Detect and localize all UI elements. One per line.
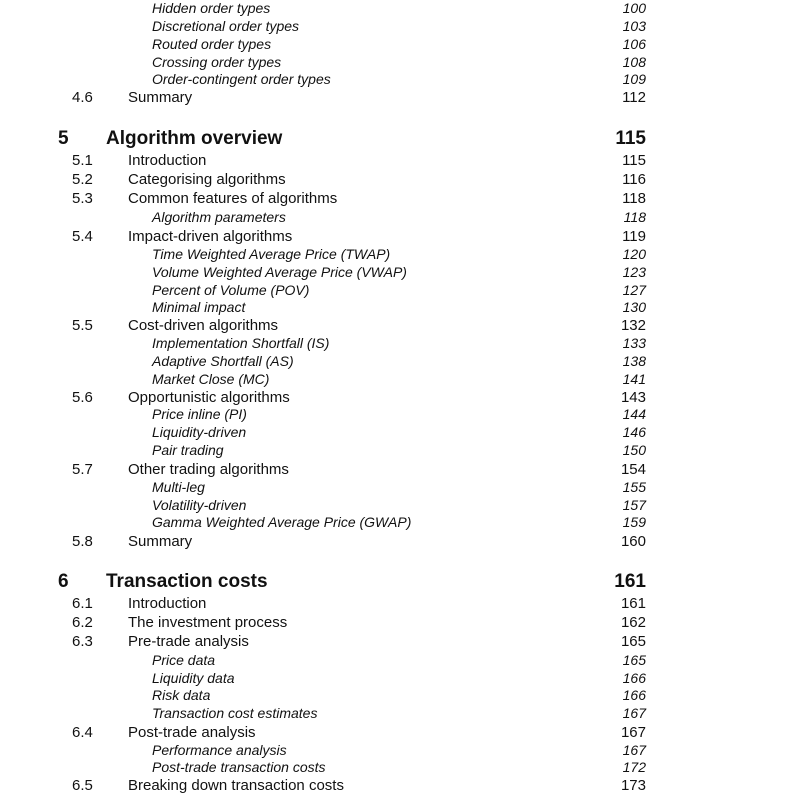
toc-entry-page-number: 132	[620, 317, 646, 334]
toc-entry-title: Routed order types	[152, 36, 272, 52]
toc-entry-title: Transaction cost estimates	[152, 705, 318, 721]
toc-entry-title: Discretional order types	[152, 18, 300, 34]
toc-entry-page-number: 112	[622, 89, 646, 106]
toc-entry-title: Liquidity data	[152, 670, 235, 686]
toc-entry-page-number: 157	[622, 497, 646, 513]
toc-entry-number: 6.3	[72, 633, 93, 650]
toc-entry-page-number: 119	[622, 228, 646, 245]
toc-entry-title: Order-contingent order types	[152, 71, 331, 87]
toc-entry-page-number: 155	[622, 479, 646, 495]
toc-entry-page-number: 138	[622, 353, 646, 369]
toc-entry-title: Liquidity-driven	[152, 424, 247, 440]
toc-entry-page-number: 161	[614, 571, 646, 592]
toc-entry-number: 4.6	[72, 89, 93, 106]
toc-entry-number: 5.4	[72, 228, 93, 245]
toc-entry-title: Categorising algorithms	[128, 171, 286, 188]
toc-entry-page-number: 120	[622, 246, 646, 262]
toc-entry-title: Algorithm parameters	[152, 209, 286, 225]
toc-entry-page-number: 115	[615, 128, 646, 149]
toc-entry-title: Crossing order types	[152, 54, 282, 70]
toc-entry-number: 5	[58, 128, 69, 149]
toc-entry-title: Hidden order types	[152, 0, 271, 16]
toc-entry-number: 5.2	[72, 171, 93, 188]
toc-entry-page-number: 173	[620, 777, 646, 794]
toc-entry-title: Multi-leg	[152, 479, 205, 495]
toc-entry-page-number: 100	[622, 0, 646, 16]
toc-entry-page-number: 115	[622, 152, 646, 169]
toc-entry-number: 5.7	[72, 461, 93, 478]
toc-entry-title: Minimal impact	[152, 299, 246, 315]
toc-entry-page-number: 108	[622, 54, 646, 70]
toc-entry-title: Gamma Weighted Average Price (GWAP)	[152, 514, 412, 530]
toc-entry-page-number: 133	[622, 335, 646, 351]
toc-entry-title: Price data	[152, 652, 216, 668]
toc-entry-number: 5.5	[72, 317, 93, 334]
toc-entry-page-number: 143	[620, 389, 646, 406]
toc-entry-title: Algorithm overview	[106, 128, 283, 149]
toc-entry-title: Introduction	[128, 595, 207, 612]
toc-entry-page-number: 118	[623, 209, 646, 225]
toc-entry-title: Implementation Shortfall (IS)	[152, 335, 330, 351]
toc-entry-title: Volatility-driven	[152, 497, 247, 513]
toc-entry-title: Price inline (PI)	[152, 406, 247, 422]
toc-entry-number: 6	[58, 571, 69, 592]
toc-entry-page-number: 103	[622, 18, 646, 34]
toc-entry-page-number: 154	[620, 461, 646, 478]
toc-entry-title: Breaking down transaction costs	[128, 777, 344, 794]
toc-entry-page-number: 159	[622, 514, 646, 530]
toc-entry-title: Introduction	[128, 152, 207, 169]
toc-entry-title: Time Weighted Average Price (TWAP)	[152, 246, 391, 262]
toc-entry-number: 5.8	[72, 533, 93, 550]
toc-entry-page-number: 127	[622, 282, 646, 298]
toc-entry-title: Summary	[128, 89, 193, 106]
toc-entry-title: Summary	[128, 533, 193, 550]
toc-entry-title: Impact-driven algorithms	[128, 228, 293, 245]
toc-entry-page-number: 162	[620, 614, 646, 631]
toc-entry-title: Market Close (MC)	[152, 371, 270, 387]
toc-entry-title: Risk data	[152, 687, 211, 703]
toc-entry-page-number: 167	[620, 724, 646, 741]
toc-entry-page-number: 123	[622, 264, 646, 280]
toc-entry-page-number: 146	[622, 424, 646, 440]
toc-entry-page-number: 106	[622, 36, 646, 52]
toc-entry-title: Adaptive Shortfall (AS)	[152, 353, 294, 369]
toc-entry-page-number: 118	[622, 190, 646, 207]
toc-entry-title: Other trading algorithms	[128, 461, 289, 478]
toc-entry-page-number: 166	[622, 687, 646, 703]
toc-entry-title: Common features of algorithms	[128, 190, 338, 207]
toc-entry-page-number: 165	[622, 652, 646, 668]
toc-entry-number: 6.2	[72, 614, 93, 631]
toc-entry-title: Pair trading	[152, 442, 224, 458]
toc-entry-number: 6.1	[72, 595, 93, 612]
toc-entry-number: 6.4	[72, 724, 93, 741]
toc-entry-number: 5.3	[72, 190, 93, 207]
toc-entry-page-number: 167	[622, 705, 646, 721]
toc-entry-title: Transaction costs	[106, 571, 268, 592]
toc-entry-page-number: 161	[620, 595, 646, 612]
toc-entry-page-number: 116	[622, 171, 646, 188]
toc-entry-page-number: 141	[622, 371, 646, 387]
toc-entry-page-number: 144	[622, 406, 646, 422]
toc-entry-title: The investment process	[128, 614, 288, 631]
toc-entry-number: 5.1	[72, 152, 93, 169]
toc-entry-page-number: 160	[620, 533, 646, 550]
toc-entry-page-number: 150	[622, 442, 646, 458]
toc-entry-page-number: 130	[622, 299, 646, 315]
toc-entry-title: Percent of Volume (POV)	[152, 282, 310, 298]
toc-entry-title: Cost-driven algorithms	[128, 317, 279, 334]
toc-entry-title: Volume Weighted Average Price (VWAP)	[152, 264, 407, 280]
toc-entry-number: 5.6	[72, 389, 93, 406]
toc-entry-title: Post-trade analysis	[128, 724, 256, 741]
toc-entry-page-number: 165	[620, 633, 646, 650]
toc-entry-page-number: 166	[622, 670, 646, 686]
toc-entry-title: Opportunistic algorithms	[128, 389, 290, 406]
toc-entry-title: Performance analysis	[152, 742, 287, 758]
toc-entry-number: 6.5	[72, 777, 93, 794]
toc-entry-page-number: 172	[622, 759, 646, 775]
toc-entry-page-number: 167	[622, 742, 646, 758]
toc-entry-title: Pre-trade analysis	[128, 633, 249, 650]
toc-entry-title: Post-trade transaction costs	[152, 759, 326, 775]
toc-entry-page-number: 109	[622, 71, 646, 87]
